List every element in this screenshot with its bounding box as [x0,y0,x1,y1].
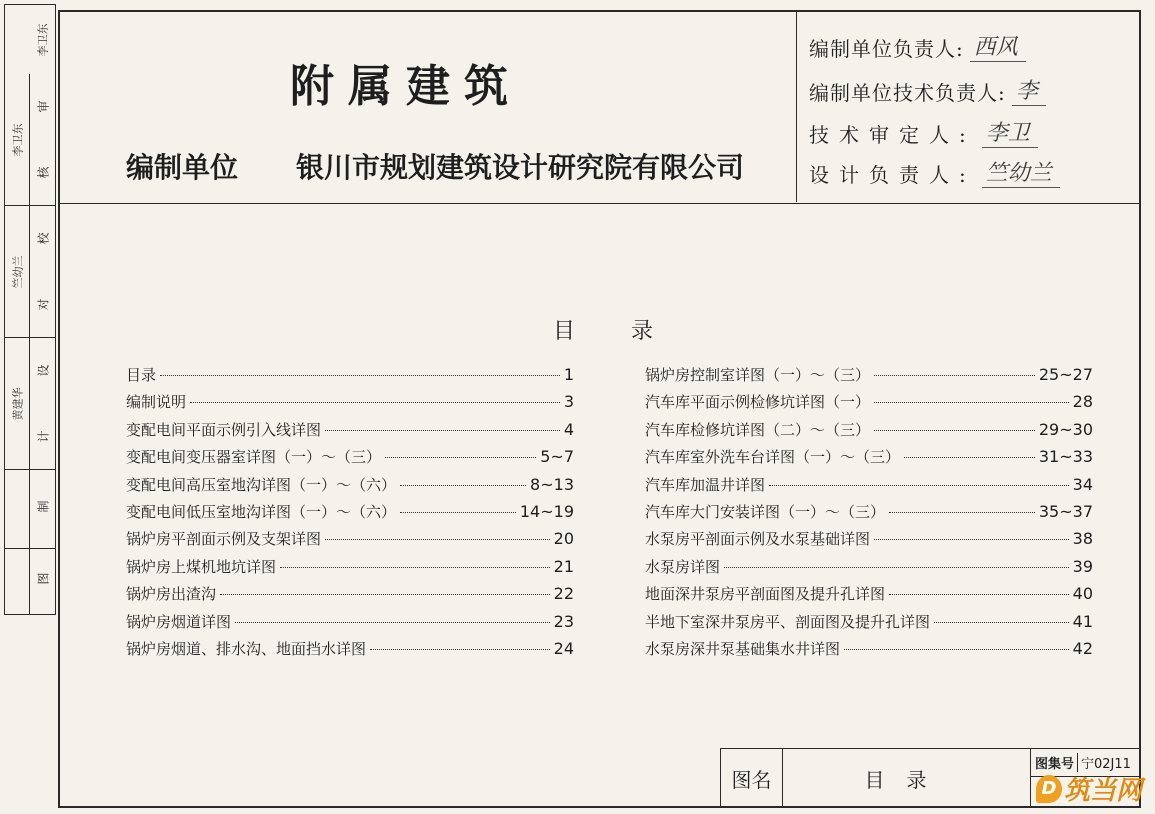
reviewer-name: 竺幼兰 [11,255,24,288]
contents-title: 目录 [553,319,710,344]
toc-item [645,638,1093,665]
toc-leader-dots [934,622,1069,623]
toc-item [126,364,574,391]
toc-item [126,446,574,473]
toc-item [126,501,574,528]
review-role-char: 图 [36,571,51,585]
signature-label: 设计负责人: [809,163,976,187]
atlas-number-label: 图集号 [1035,753,1078,772]
reviewer-name: 李卫东 [11,123,24,156]
toc-item-page: 24 [553,638,574,658]
toc-item-title: 变配电间变压器室详图（一）～（三） [126,448,382,467]
toc-leader-dots [235,622,550,623]
toc-item-title: 锅炉房上煤机地坑详图 [126,557,277,576]
toc-item [126,583,574,610]
page-title: 附属建筑 [290,61,522,112]
toc-leader-dots [160,375,560,376]
toc-item-page: 14~19 [519,501,574,521]
toc-leader-dots [769,485,1069,486]
toc-item-page: 21 [553,556,574,576]
toc-item [645,391,1093,418]
signature-row [809,30,1026,62]
review-role-char: 对 [36,298,51,311]
watermark-logo-icon: D [1036,775,1062,803]
toc-item-title: 汽车库加温井详图 [645,475,766,494]
toc-item-page: 31~33 [1038,447,1093,467]
review-role-char: 计 [36,430,51,443]
toc-item [126,528,574,555]
review-row-1 [4,206,56,338]
toc-leader-dots [874,430,1035,431]
toc-item [645,364,1093,391]
signature-label: 编制单位技术负责人: [809,81,1006,105]
toc-item-page: 39 [1072,556,1093,576]
toc-leader-dots [889,512,1035,513]
signature: 竺幼兰 [982,156,1060,188]
reviewer-name: 黄建华 [11,387,24,420]
atlas-number-value: 宁02J11 [1081,757,1131,772]
toc-item-title: 水泵房详图 [645,557,721,576]
toc-right-column [645,364,1093,665]
toc-item-title: 编制说明 [126,393,187,412]
toc-item [126,391,574,418]
review-row-3 [4,470,56,615]
toc-leader-dots [400,485,526,486]
toc-item-page: 35~37 [1038,501,1093,521]
review-row-0 [4,74,56,206]
toc-item-page: 28 [1072,392,1093,412]
review-role-char: 设 [36,364,51,377]
toc-leader-dots [844,649,1069,650]
toc-item [126,419,574,446]
toc-item-page: 41 [1072,611,1093,631]
toc-item-title: 锅炉房烟道详图 [126,612,232,631]
toc-item [126,474,574,501]
toc-leader-dots [370,649,550,650]
review-strip-top [5,5,55,75]
toc-item [645,501,1093,528]
signature: 李卫 [982,116,1038,148]
drawing-name-label: 图名 [721,749,783,807]
toc-item-page: 4 [563,419,574,439]
toc-item-page: 5~7 [540,447,574,467]
toc-leader-dots [904,457,1035,458]
toc-item-title: 汽车库检修坑详图（二）～（三） [645,420,871,439]
signature-row [809,74,1046,106]
toc-item [645,528,1093,555]
signature-row [809,156,1060,188]
toc-item-page: 38 [1072,529,1093,549]
toc-item-page: 42 [1072,638,1093,658]
toc-leader-dots [190,402,560,403]
toc-item-title: 锅炉房烟道、排水沟、地面挡水详图 [126,639,367,658]
toc-leader-dots [874,402,1069,403]
toc-leader-dots [874,539,1069,540]
watermark [1036,770,1142,807]
toc-item-title: 变配电间高压室地沟详图（一）～（六） [126,475,397,494]
toc-item-page: 3 [563,392,574,412]
drawing-name-value: 目录 [783,749,1031,807]
review-role-char: 校 [36,232,51,245]
header [60,12,1139,204]
toc-item-page: 20 [553,529,574,549]
toc-leader-dots [889,594,1069,595]
toc-item-page: 29~30 [1038,419,1093,439]
toc-leader-dots [325,539,550,540]
toc-item-page: 23 [553,611,574,631]
toc-item-title: 锅炉房平剖面示例及支架详图 [126,530,322,549]
toc-leader-dots [724,567,1069,568]
toc-item-title: 锅炉房出渣沟 [126,585,217,604]
review-role-char: 核 [36,166,51,179]
toc-item [645,419,1093,446]
toc-item-title: 锅炉房控制室详图（一）～（三） [645,366,871,384]
toc-leader-dots [280,567,550,568]
toc-leader-dots [220,594,550,595]
signature: 李 [1012,74,1046,106]
toc-leader-dots [400,512,516,513]
toc-item-page: 8~13 [530,474,574,494]
signature-box [796,12,1141,202]
toc-item-title: 汽车库平面示例检修坑详图（一） [645,393,871,412]
toc-item-page: 34 [1072,474,1093,494]
toc-item [126,638,574,665]
toc-leader-dots [325,430,560,431]
toc-item-title: 目录 [126,366,157,384]
drawing-frame [58,10,1141,808]
toc-item-title: 地面深井泵房平剖面图及提升孔详图 [645,585,886,604]
toc-item-title: 水泵房深井泵基础集水井详图 [645,639,841,658]
signature-row [809,116,1038,148]
toc-item [645,583,1093,610]
toc-item-page: 25~27 [1038,365,1093,384]
toc-item [126,556,574,583]
toc-leader-dots [874,375,1035,376]
toc-item-title: 半地下室深井泵房平、剖面图及提升孔详图 [645,612,931,631]
reviewer-name: 李卫东 [36,23,50,57]
review-row-2 [4,338,56,470]
toc-item [645,474,1093,501]
toc-item [126,611,574,638]
watermark-text: 筑当网 [1064,776,1143,806]
toc-item-title: 汽车库室外洗车台详图（一）～（三） [645,448,901,467]
signature-label: 编制单位负责人: [809,37,964,61]
toc-item-page: 1 [563,365,574,384]
toc-item-title: 水泵房平剖面示例及水泵基础详图 [645,530,871,549]
toc-item [645,556,1093,583]
review-role-char: 制 [36,499,51,513]
signature-label: 技术审定人: [809,123,976,147]
org-label: 编制单位 [126,151,239,184]
toc-leader-dots [385,457,536,458]
signature: 西风 [970,30,1026,62]
review-role-char: 审 [36,100,51,113]
toc-item [645,611,1093,638]
toc-item-page: 22 [553,584,574,604]
org-name: 银川市规划建筑设计研究院有限公司 [296,151,745,184]
toc-item-title: 变配电间平面示例引入线详图 [126,420,322,439]
toc-item [645,446,1093,473]
toc-left-column [126,364,574,665]
toc-item-title: 变配电间低压室地沟详图（一）～（六） [126,502,397,521]
toc-item-page: 40 [1072,584,1093,604]
toc-item-title: 汽车库大门安装详图（一）～（三） [645,502,886,521]
